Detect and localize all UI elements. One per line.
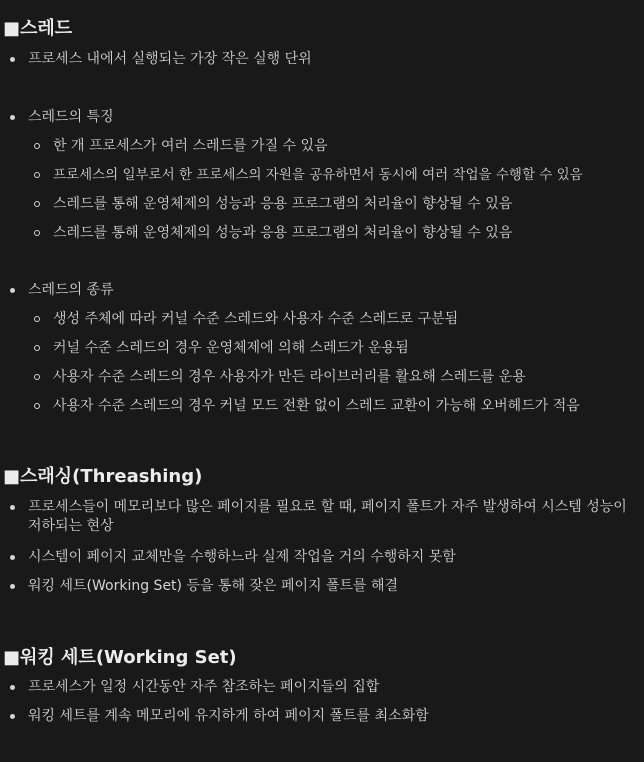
list-item: 프로세스 내에서 실행되는 가장 작은 실행 단위	[28, 51, 312, 67]
heading-working-set: ■워킹 세트(Working Set)	[3, 647, 237, 668]
sub-list-item: 한 개 프로세스가 여러 스레드를 가질 수 있음	[53, 138, 328, 154]
sub-list-item: 커널 수준 스레드의 경우 운영체제에 의해 스레드가 운용됨	[53, 340, 409, 356]
bullet-icon	[10, 505, 15, 510]
list-item: 프로세스들이 메모리보다 많은 페이지를 필요로 할 때, 페이지 폴트가 자주 발생하여 시스템 성능이 저하되는 현상	[28, 499, 627, 534]
sub-list-item: 스레드를 통해 운영체제의 성능과 응용 프로그램의 처리율이 향상될 수 있음	[53, 196, 513, 212]
heading-thread: ■스레드	[3, 18, 73, 39]
bullet-icon	[10, 115, 15, 120]
list-item: 프로세스가 일정 시간동안 자주 참조하는 페이지들의 집합	[28, 679, 380, 695]
hollow-bullet-icon	[34, 316, 40, 322]
hollow-bullet-icon	[34, 201, 40, 207]
hollow-bullet-icon	[34, 143, 40, 149]
bullet-icon	[10, 57, 15, 62]
bullet-icon	[10, 555, 15, 560]
heading-thrashing: ■스래싱(Threashing)	[3, 466, 203, 487]
bullet-icon	[10, 685, 15, 690]
sub-list-item: 사용자 수준 스레드의 경우 커널 모드 전환 없이 스레드 교환이 가능해 오버헤드가 적음	[53, 398, 580, 414]
list-item: 스레드의 종류	[28, 282, 114, 298]
list-item: 워킹 세트를 계속 메모리에 유지하게 하여 페이지 폴트를 최소화함	[28, 708, 429, 724]
sub-list-item: 생성 주체에 따라 커널 수준 스레드와 사용자 수준 스레드로 구분됨	[53, 311, 459, 327]
bullet-icon	[10, 584, 15, 589]
hollow-bullet-icon	[34, 345, 40, 351]
hollow-bullet-icon	[34, 374, 40, 380]
bullet-icon	[10, 714, 15, 719]
sub-list-item: 프로세스의 일부로서 한 프로세스의 자원을 공유하면서 동시에 여러 작업을 수행할 수 있음	[53, 167, 583, 183]
hollow-bullet-icon	[34, 172, 40, 178]
list-item: 워킹 세트(Working Set) 등을 통해 잦은 페이지 폴트를 해결	[28, 578, 399, 594]
list-item: 스레드의 특징	[28, 109, 114, 125]
sub-list-item: 사용자 수준 스레드의 경우 사용자가 만든 라이브러리를 활요해 스레드를 운용	[53, 369, 526, 385]
hollow-bullet-icon	[34, 230, 40, 236]
sub-list-item: 스레드를 통해 운영체제의 성능과 응용 프로그램의 처리율이 향상될 수 있음	[53, 225, 513, 241]
list-item: 시스템이 페이지 교체만을 수행하느라 실제 작업을 거의 수행하지 못함	[28, 549, 456, 565]
hollow-bullet-icon	[34, 403, 40, 409]
bullet-icon	[10, 288, 15, 293]
